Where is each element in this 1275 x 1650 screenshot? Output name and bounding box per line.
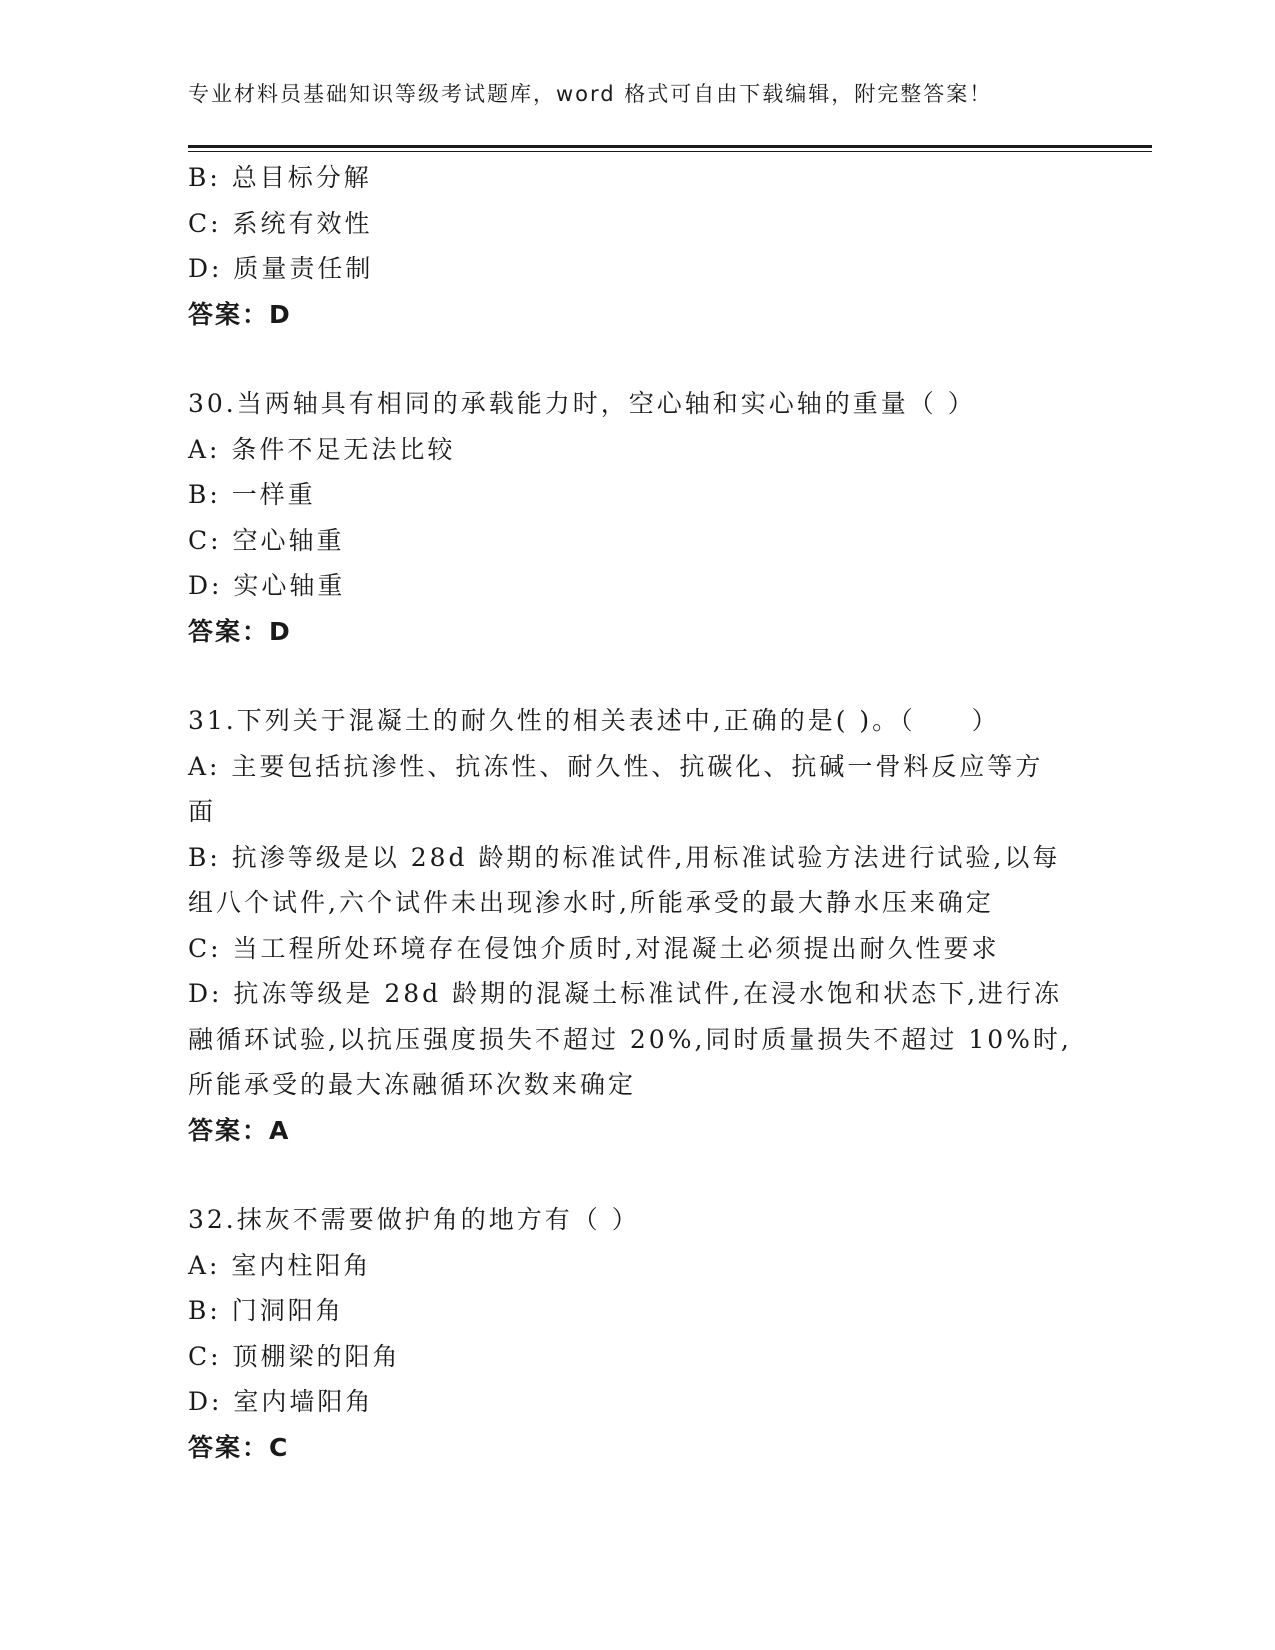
option-c: C: 顶棚梁的阳角 xyxy=(188,1341,401,1371)
option-a: A: 室内柱阳角 xyxy=(188,1250,372,1280)
question-block xyxy=(188,381,1088,654)
option-d-continued: 融循环试验,以抗压强度损失不超过 20%,同时质量损失不超过 10%时, xyxy=(188,1024,1072,1054)
option-b: B: 抗渗等级是以 28d 龄期的标准试件,用标准试验方法进行试验,以每 xyxy=(188,842,1061,872)
spacer xyxy=(188,337,1088,381)
page-header: 专业材料员基础知识等级考试题库，word 格式可自由下载编辑，附完整答案！ xyxy=(188,82,993,106)
answer-line: 答案：D xyxy=(188,616,292,646)
option-b: B: 总目标分解 xyxy=(188,163,372,192)
option-b: B: 门洞阳角 xyxy=(188,1296,344,1325)
option-c: C: 当工程所处环境存在侵蚀介质时,对混凝土必须提出耐久性要求 xyxy=(188,933,1000,963)
option-b: B: 一样重 xyxy=(188,480,316,509)
answer-line: 答案：C xyxy=(188,1432,290,1462)
question-block xyxy=(188,155,1088,337)
question-list xyxy=(188,155,1088,1470)
answer-line: 答案：D xyxy=(188,299,292,329)
header-divider xyxy=(188,145,1152,148)
question-stem: 32.抹灰不需要做护角的地方有（ ） xyxy=(188,1205,640,1234)
question-stem: 30.当两轴具有相同的承载能力时，空心轴和实心轴的重量（ ） xyxy=(188,389,976,418)
option-a: A: 条件不足无法比较 xyxy=(188,434,456,464)
option-c: C: 系统有效性 xyxy=(188,208,373,238)
option-d: D: 抗冻等级是 28d 龄期的混凝土标准试件,在浸水饱和状态下,进行冻 xyxy=(188,979,1063,1008)
question-block xyxy=(188,698,1088,1153)
spacer xyxy=(188,654,1088,698)
option-d: D: 实心轴重 xyxy=(188,571,346,600)
option-a: A: 主要包括抗渗性、抗冻性、耐久性、抗碳化、抗碱一骨料反应等方 xyxy=(188,751,1044,781)
header-divider-thin xyxy=(188,151,1152,152)
spacer xyxy=(188,1153,1088,1197)
option-b-continued: 组八个试件,六个试件未出现渗水时,所能承受的最大静水压来确定 xyxy=(188,888,994,917)
option-c: C: 空心轴重 xyxy=(188,525,345,555)
option-d-continued: 所能承受的最大冻融循环次数来确定 xyxy=(188,1070,637,1099)
answer-line: 答案：A xyxy=(188,1115,291,1145)
question-block xyxy=(188,1197,1088,1470)
option-d: D: 质量责任制 xyxy=(188,254,374,283)
option-d: D: 室内墙阳角 xyxy=(188,1387,374,1416)
option-a-continued: 面 xyxy=(188,797,217,826)
question-stem: 31.下列关于混凝土的耐久性的相关表述中,正确的是( )。（ ） xyxy=(188,706,1000,735)
